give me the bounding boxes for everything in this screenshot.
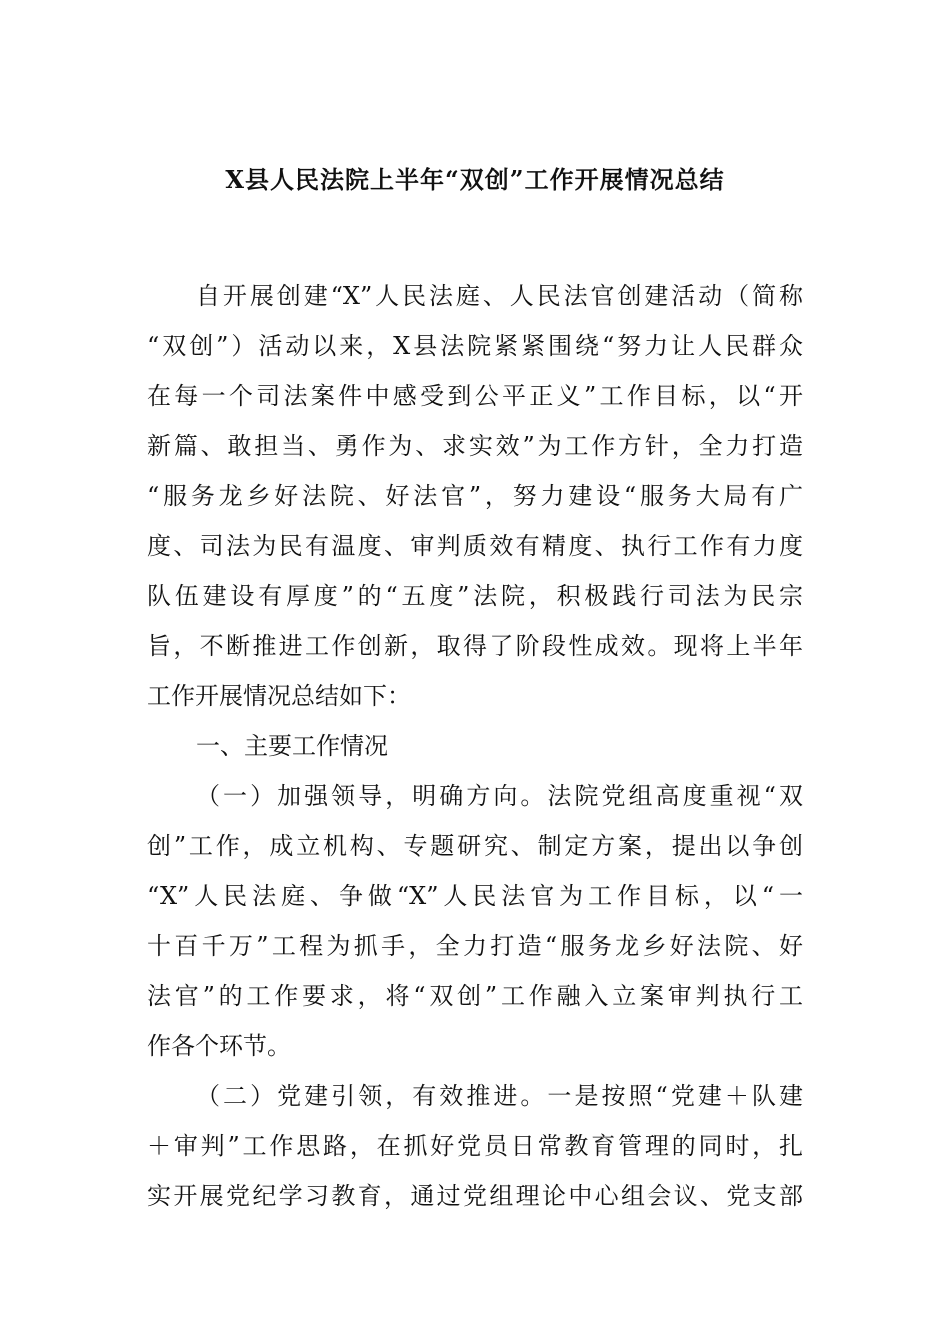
paragraph-line: （一）加强领导，明确方向。法院党组高度重视“双 [196,782,803,810]
paragraph-line: ＋审判”工作思路，在抓好党员日常教育管理的同时，扎 [147,1132,803,1160]
paragraph-line: 队伍建设有厚度”的“五度”法院，积极践行司法为民宗 [147,582,803,610]
paragraph-line: 旨，不断推进工作创新，取得了阶段性成效。现将上半年 [147,632,803,660]
paragraph-line: 十百千万”工程为抓手，全力打造“服务龙乡好法院、好 [147,932,803,960]
paragraph-line: 创”工作，成立机构、专题研究、制定方案，提出以争创 [147,832,803,860]
paragraph-line: （二）党建引领，有效推进。一是按照“党建＋队建 [196,1082,803,1110]
paragraph-line: 法官”的工作要求，将“双创”工作融入立案审判执行工 [147,982,803,1010]
paragraph-line: 工作开展情况总结如下： [147,682,411,710]
section-heading: 一、主要工作情况 [196,732,388,760]
paragraph-line: 新篇、敢担当、勇作为、求实效”为工作方针，全力打造 [147,432,803,460]
paragraph-line: “服务龙乡好法院、好法官”，努力建设“服务大局有广 [147,482,803,510]
paragraph-line: 作各个环节。 [147,1032,291,1060]
paragraph-line: 度、司法为民有温度、审判质效有精度、执行工作有力度 [147,532,803,560]
paragraph-line: “双创”）活动以来，X县法院紧紧围绕“努力让人民群众 [147,332,803,360]
paragraph-line: 实开展党纪学习教育，通过党组理论中心组会议、党支部 [147,1182,803,1210]
paragraph-line: 自开展创建“X”人民法庭、人民法官创建活动（简称 [196,282,803,310]
paragraph-line: “X”人民法庭、争做“X”人民法官为工作目标，以“一 [147,882,803,910]
paragraph-line: 在每一个司法案件中感受到公平正义”工作目标，以“开 [147,382,803,410]
document-title: X县人民法院上半年“双创”工作开展情况总结 [225,165,725,194]
